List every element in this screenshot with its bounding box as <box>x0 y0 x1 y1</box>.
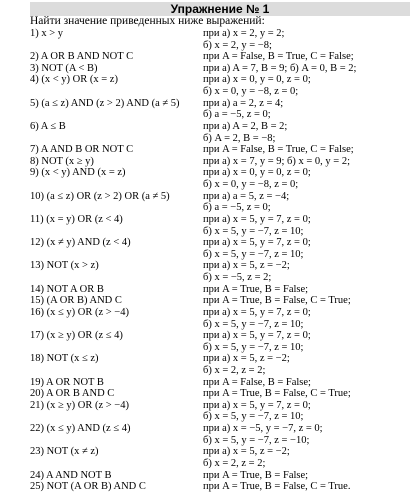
expression-label <box>30 249 202 261</box>
expression-label <box>30 458 202 470</box>
expression-values: б) x = −5, z = 2; <box>203 272 272 284</box>
expression-label: 4) (x < y) OR (x = z) <box>30 74 118 86</box>
expression-values: при a) x = 5, y = 7, z = 0; <box>203 213 311 225</box>
expression-label: 21) (x ≥ y) OR (z > −4) <box>30 399 129 411</box>
expression-label: 22) (x ≤ y) AND (z ≤ 4) <box>30 423 131 435</box>
expression-values: б) x = 5, y = −7, z = 10; <box>203 341 304 353</box>
expression-values: б) x = 2, y = −8; <box>203 39 272 51</box>
expression-values: б) x = 0, y = −8, z = 0; <box>203 86 299 98</box>
expression-label: 14) NOT A OR B <box>30 283 104 295</box>
expression-values: при A = True, B = False, C = True; <box>203 295 351 307</box>
expression-label <box>30 272 202 284</box>
expression-values: при a) x = 5, z = −2; <box>203 353 290 365</box>
expression-label: 25) NOT (A OR B) AND C <box>30 481 146 493</box>
expression-label: 24) A AND NOT B <box>30 469 112 481</box>
expression-label: 6) A ≤ B <box>30 120 66 132</box>
expression-values: б) x = 2, z = 2; <box>203 364 266 376</box>
expression-values: б) x = 5, y = −7, z = 10; <box>203 318 304 330</box>
page-title: Упражнение № 1 <box>170 2 270 16</box>
expression-values: при a) x = −5, y = −7, z = 0; <box>203 423 323 435</box>
expression-values: при a) x = 0, y = 0, z = 0; <box>203 74 311 86</box>
expression-label <box>30 411 202 423</box>
expression-label <box>30 365 202 377</box>
header-bar <box>30 2 410 16</box>
expression-label: 1) x > y <box>30 28 64 39</box>
expression-label: 13) NOT (x > z) <box>30 260 99 272</box>
expression-values: б) x = 2, z = 2; <box>203 457 266 469</box>
expression-values: при a) x = 5, y = 7, z = 0; <box>203 399 311 411</box>
expression-label: 15) (A OR B) AND C <box>30 295 122 307</box>
expression-values: при a) x = 7, y = 9; б) x = 0, y = 2; <box>203 155 351 167</box>
expression-label: 20) A OR B AND C <box>30 388 115 400</box>
expression-values: б) a = −5, z = 0; <box>203 202 271 214</box>
expression-label <box>30 40 202 52</box>
expression-label: 9) (x < y) AND (x = z) <box>30 167 126 179</box>
expression-values: при A = True, B = False; <box>203 469 309 481</box>
expression-values: при A = False, B = False; <box>203 376 311 388</box>
expression-values: при a) x = 5, y = 7, z = 0; <box>203 330 311 342</box>
expression-label: 2) A OR B AND NOT C <box>30 51 134 63</box>
expression-label: 8) NOT (x ≥ y) <box>30 155 94 167</box>
expression-values: при a) x = 5, y = 7, z = 0; <box>203 306 311 318</box>
expression-label <box>30 133 202 145</box>
expression-label <box>30 179 202 191</box>
expression-label: 18) NOT (x ≤ z) <box>30 353 99 365</box>
expression-values: при A = False, B = True, C = False; <box>203 51 354 63</box>
expression-label: 12) (x ≠ y) AND (z < 4) <box>30 237 131 249</box>
instruction-text: Найти значение приведенных ниже выражений: <box>30 15 265 27</box>
expression-values: при a) A = 7, B = 9; б) A = 0, B = 2; <box>203 62 357 74</box>
expression-label <box>30 109 202 121</box>
expression-values: при a) x = 2, y = 2; <box>203 28 285 39</box>
expression-values: б) x = 5, y = −7, z = 10; <box>203 225 304 237</box>
expression-label: 19) A OR NOT B <box>30 376 104 388</box>
expression-values: б) x = 0, y = −8, z = 0; <box>203 179 299 191</box>
expression-label <box>30 319 202 331</box>
expression-values: при A = True, B = False; <box>203 283 309 295</box>
expression-values: при a) x = 5, y = 7, z = 0; <box>203 237 311 249</box>
expression-label: 11) (x = y) OR (z < 4) <box>30 213 123 225</box>
expression-label <box>30 86 202 98</box>
expression-values: при A = True, B = False, C = True; <box>203 388 351 400</box>
expression-values: при A = True, B = False, C = True. <box>203 481 351 493</box>
expression-label: 3) NOT (A < B) <box>30 62 98 74</box>
expression-values: при a) x = 0, y = 0, z = 0; <box>203 167 311 179</box>
expression-values: б) x = 5, y = −7, z = 10; <box>203 411 304 423</box>
expression-label: 23) NOT (x ≠ z) <box>30 446 99 458</box>
expression-label: 10) (a ≤ z) OR (z > 2) OR (a ≠ 5) <box>30 190 170 202</box>
expression-values: при A = False, B = True, C = False; <box>203 144 354 156</box>
expression-label <box>30 226 202 238</box>
expression-values: при a) x = 5, z = −2; <box>203 446 290 458</box>
expression-label <box>30 202 202 214</box>
expression-values: б) x = 5, y = −7, z = −10; <box>203 434 310 446</box>
expression-values: при a) x = 5, z = −2; <box>203 260 290 272</box>
expression-values: при a) a = 5, z = −4; <box>203 190 290 202</box>
expression-values: при a) a = 2, z = 4; <box>203 97 284 109</box>
expression-values: б) x = 5, y = −7, z = 10; <box>203 248 304 260</box>
expression-values: при a) A = 2, B = 2; <box>203 120 288 132</box>
expression-label <box>30 435 202 447</box>
expression-label <box>30 342 202 354</box>
expression-values: б) a = −5, z = 0; <box>203 109 271 121</box>
expression-label: 7) A AND B OR NOT C <box>30 144 134 156</box>
expression-values: б) A = 2, B = −8; <box>203 132 276 144</box>
expression-label: 16) (x ≤ y) OR (z > −4) <box>30 306 129 318</box>
expression-label: 5) (a ≤ z) AND (z > 2) AND (a ≠ 5) <box>30 97 180 109</box>
expression-label: 17) (x ≥ y) OR (z ≤ 4) <box>30 330 123 342</box>
